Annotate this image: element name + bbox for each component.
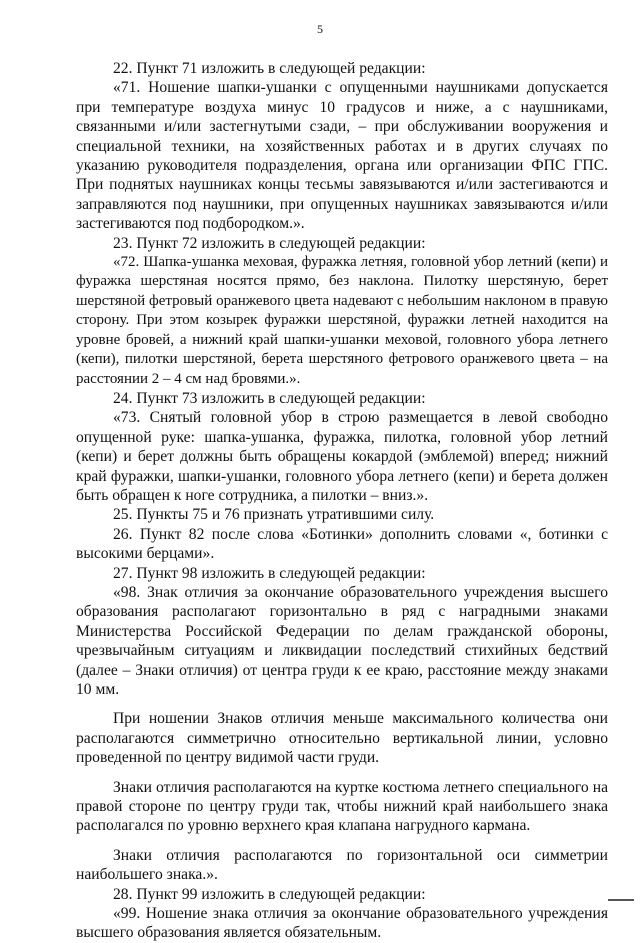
paragraph-item-22: 22. Пункт 71 изложить в следующей редакции: [113,60,426,77]
scan-edge-mark [608,899,634,901]
paragraph-item-28: 28. Пункт 99 изложить в следующей редакции: [113,885,426,903]
paragraph-point-73: «73. Снятый головной убор в строю размещается в левой свободно опущенной руке: шапка-ушанка, фуражка, пилотка, головной убор летний (кепи) и берет должны быть обращены кокардой (эмблемой) вперед; нижний край фуражки, шапки-ушанки, головного убора летнего (кепи) и берета должен быть обращен к ноге сотрудника, а пилотки – вниз.». [76,409,608,504]
paragraph-item-25: 25. Пункты 75 и 76 признать утратившими силу. [113,506,435,524]
paragraph-point-98-part-3: Знаки отличия располагаются на куртке костюма летнего специального на правой стороне по центру груди так, чтобы нижний край наибольшего знака располагался по уровню верхнего края клапана нагрудного кармана. [76,778,608,835]
paragraph-item-24: 24. Пункт 73 изложить в следующей редакции: [113,389,426,407]
paragraph-item-27: 27. Пункт 98 изложить в следующей редакции: [113,564,426,582]
paragraph-item-26: 26. Пункт 82 после слова «Ботинки» дополнить словами «, ботинки с высокими берцами». [76,525,608,563]
paragraph-point-99: «99. Ношение знака отличия за окончание образовательного учреждения высшего образования является обязательным. [76,905,608,942]
document-body [76,59,608,943]
paragraph-item-23: 23. Пункт 72 изложить в следующей редакции: [113,234,426,252]
paragraph-point-71: «71. Ношение шапки-ушанки с опущенными наушниками допускается при температуре воздуха минус 10 градусов и ниже, а с наушниками, связанными и/или застегнутыми сзади, – при обслуживании вооружения и специальной техники, на хозяйственных работах и в других случаях по указанию руководителя подразделения, органа или организации ФПС ГПС. При поднятых наушниках концы тесьмы завязываются и/или застегиваются и заправляются под наушники, при опущенных наушниках завязываются и/или застегиваются под подбородком.». [76,79,608,233]
page-number: 5 [317,22,323,36]
paragraph-point-98-part-4: Знаки отличия располагаются по горизонтальной оси симметрии наибольшего знака.». [76,846,608,884]
paragraph-point-98-part-2: При ношении Знаков отличия меньше максимального количества они располагаются симметрично относительно вертикальной линии, условно проведенной по центру видимой части груди. [76,710,608,767]
paragraph-point-72: «72. Шапка-ушанка меховая, фуражка летняя, головной убор летний (кепи) и фуражка шерстяная носятся прямо, без наклона. Пилотку шерстяную, берет шерстяной фетровый оранжевого цвета надевают с небольшим наклоном в правую сторону. При этом козырек фуражки шерстяной, фуражки летней находится на уровне бровей, а нижний край шапки-ушанки меховой, головного убора летнего (кепи), пилотки шерстяной, берета шерстяного фетрового оранжевого цвета – на расстоянии 2 – 4 см над бровями.». [76,254,608,387]
paragraph-point-98: «98. Знак отличия за окончание образовательного учреждения высшего образования располагают горизонтально в ряд с наградными знаками Министерства Российской Федерации по делам гражданской обороны, чрезвычайным ситуациям и ликвидации последствий стихийных бедствий (далее – Знаки отличия) от центра груди к ее краю, расстояние между знаками 10 мм. [76,583,608,698]
